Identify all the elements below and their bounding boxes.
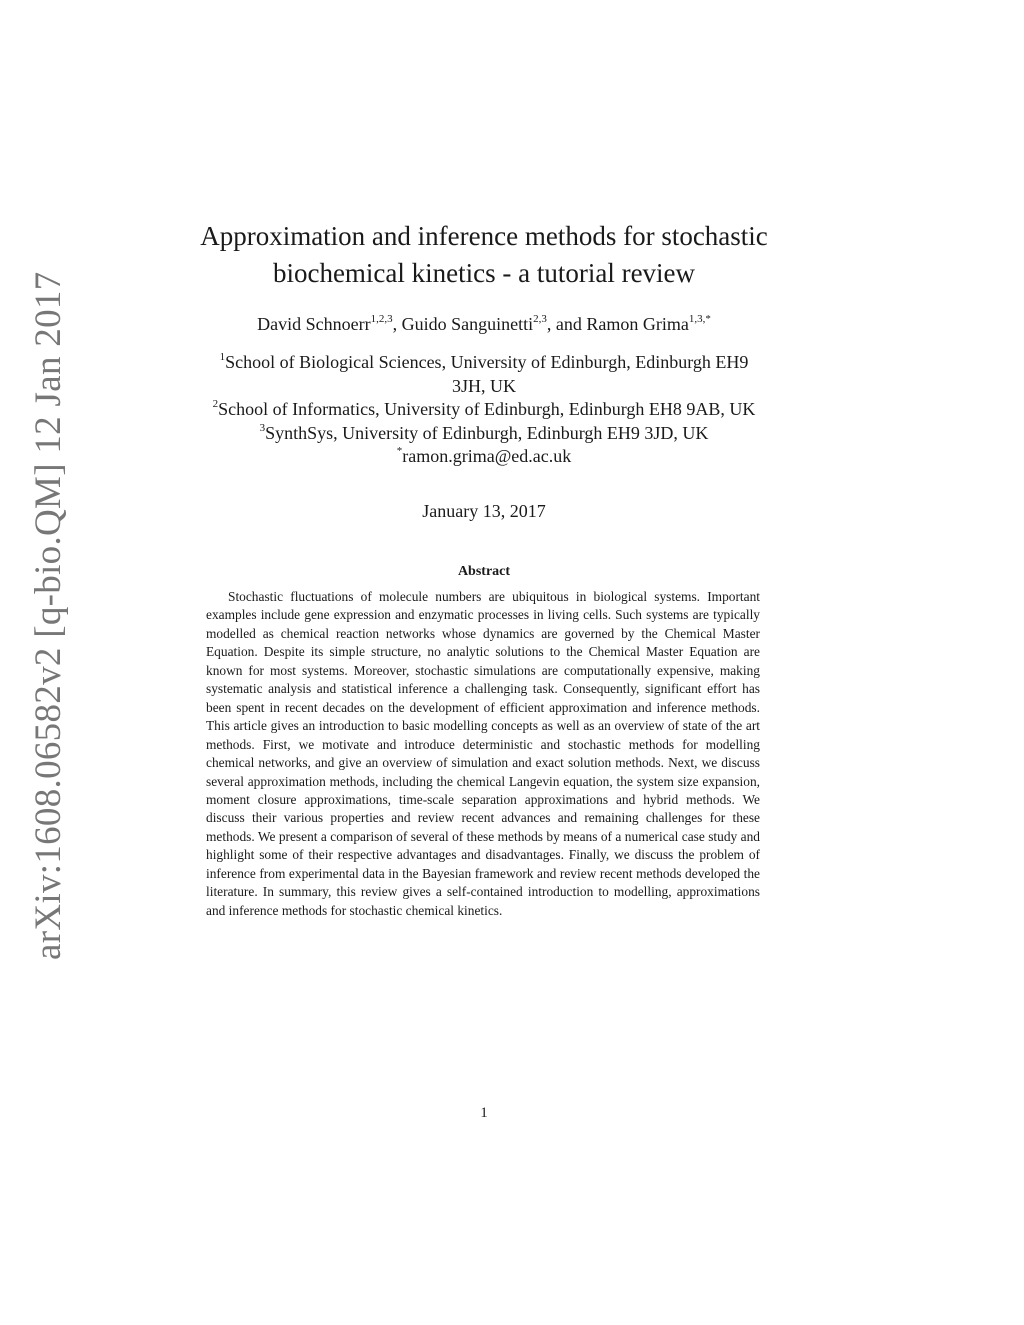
affiliation-item <box>140 351 828 375</box>
author-list <box>140 311 828 337</box>
author-separator: , <box>392 314 402 334</box>
affiliation-continuation: 3JH, UK <box>451 375 516 396</box>
publication-date: January 13, 2017 <box>422 501 546 521</box>
abstract-heading: Abstract <box>457 564 511 579</box>
affiliation-list <box>140 351 828 469</box>
arxiv-identifier-stamp: arXiv:1608.06582v2 [q-bio.QM] 12 Jan 2017 <box>28 271 69 960</box>
affiliation-item <box>140 398 828 422</box>
author-separator: , and <box>546 314 587 334</box>
affiliation-item <box>140 422 828 446</box>
paper-title <box>140 218 828 292</box>
author-name: Ramon Grima <box>586 314 689 334</box>
affiliation-text: SynthSys, University of Edinburgh, Edinburgh EH9 3JD, UK <box>265 422 709 443</box>
corresponding-email <box>140 445 828 469</box>
affiliation-text: School of Biological Sciences, University of Edinburgh, Edinburgh EH9 <box>225 352 749 372</box>
author-name: Guido Sanguinetti <box>401 314 534 334</box>
email-mark: * <box>396 445 403 457</box>
affiliation-mark: 2 <box>212 398 219 410</box>
affiliation-mark: 1 <box>219 351 226 363</box>
affiliation-text: School of Informatics, University of Edinburgh, Edinburgh EH8 9AB, UK <box>218 399 756 419</box>
affiliation-mark: 3 <box>259 421 266 434</box>
abstract-text: Stochastic fluctuations of molecule numbers are ubiquitous in biological systems. Important examples include gene expression and enzymatic processes in living cells. Such systems are typically modelled as chemical reaction networks whose dynamics are governed by the Chemical Master Equation. Despite its simple structure, no analytic solutions to the Chemical Master Equation are known for most systems. Moreover, stochastic simulations are computationally expensive, making systematic analysis and statistical inference a challenging task. Consequently, significant effort has been spent in recent decades on the development of efficient approximation and inference methods. This article gives an introduction to basic modelling concepts as well as an overview of state of the art methods. First, we motivate and introduce deterministic and stochastic methods for modelling chemical networks, and give an overview of simulation and exact solution methods. Next, we discuss several approximation methods, including the chemical Langevin equation, the system size expansion, moment closure approximations, time-scale separation approximations and hybrid methods. We discuss their various properties and review recent advances and remaining challenges for these methods. We present a comparison of several of these methods by means of a numerical case study and highlight some of their respective advantages and disadvantages. Finally, we discuss the problem of inference from experimental data in the Bayesian framework and review recent methods developed the literature. In summary, this review gives a self-contained introduction to modelling, approximations and inference methods for stochastic chemical kinetics. <box>206 589 760 918</box>
author-affiliation-marks: 1,3,* <box>688 313 711 325</box>
email-address: ramon.grima@ed.ac.uk <box>402 446 572 466</box>
paper-title-line-2: biochemical kinetics - a tutorial review <box>272 258 696 288</box>
author-name: David Schnoerr <box>257 314 371 334</box>
paper-title-line-1: Approximation and inference methods for stochastic <box>200 221 768 251</box>
author-affiliation-marks: 2,3 <box>533 313 547 325</box>
page-number: 1 <box>480 1105 488 1121</box>
author-affiliation-marks: 1,2,3 <box>370 313 393 325</box>
